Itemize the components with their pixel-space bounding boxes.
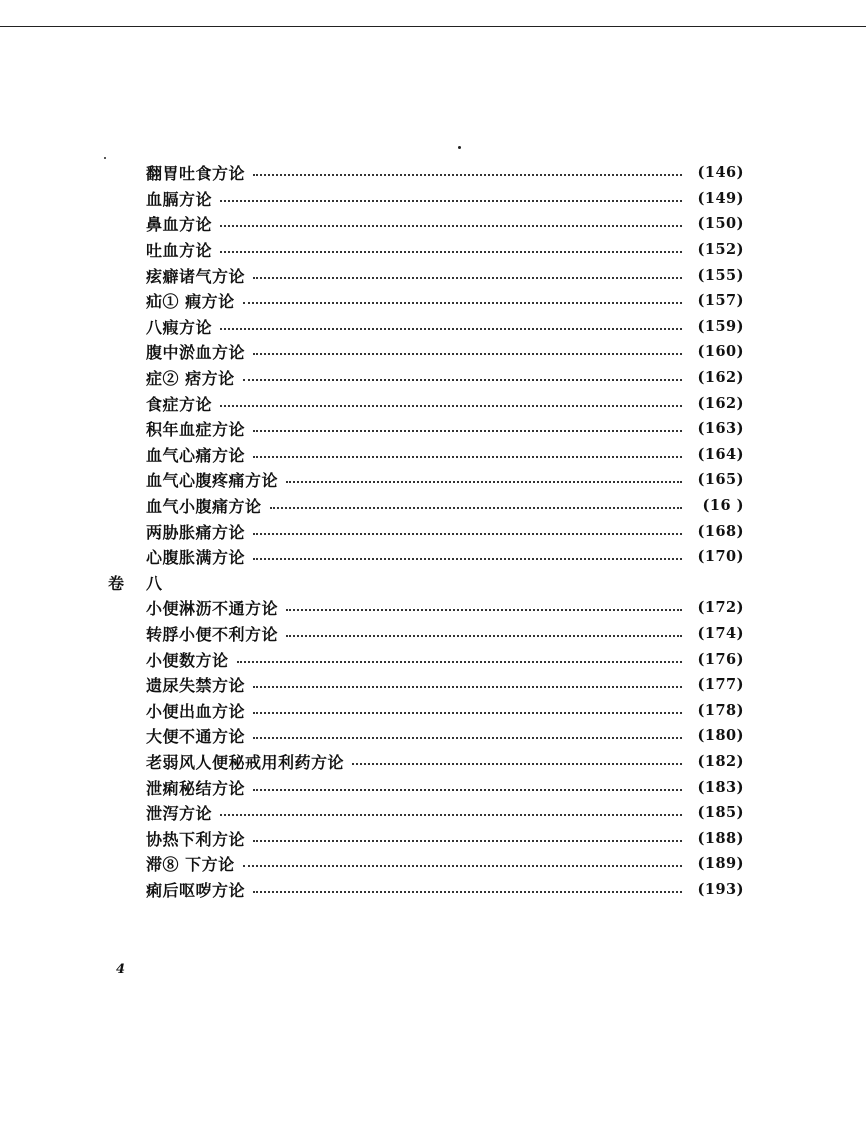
dot-leader [253,532,682,535]
toc-entry-page: (157) [697,292,744,310]
toc-entry-page: (178) [697,701,744,719]
section-number: 八 [146,573,163,593]
toc-entry-page: (165) [697,471,744,489]
dot-leader [253,173,682,176]
section-juan: 卷 [108,573,125,593]
dot-leader [253,455,682,458]
toc-entry [104,723,744,749]
dot-leader [220,404,682,407]
toc-entry-title: 痢后呕哕方论 [146,880,246,900]
toc-entry-page: (150) [697,215,744,233]
toc-entry-page: (193) [697,880,744,898]
toc-entry-title: 大便不通方论 [146,727,246,747]
toc-entry-page: (162) [697,394,744,412]
dot-leader [243,378,682,381]
toc-entry-title: 八瘕方论 [146,317,213,337]
toc-entry [104,518,744,544]
toc-entry-page: (152) [697,241,744,259]
toc-entry-title: 症② 痞方论 [146,369,235,389]
toc-entry-title: 翻胃吐食方论 [146,164,246,184]
toc-entry [104,442,744,468]
toc-entry [104,339,744,365]
toc-entry-page: (180) [697,727,744,745]
toc-entry [104,288,744,314]
toc-entry-title: 协热下利方论 [146,829,246,849]
toc-entry [104,237,744,263]
dot-leader [253,557,682,560]
dot-leader [253,736,682,739]
toc-entry-page: (174) [697,624,744,642]
toc-entry [104,493,744,519]
toc-entry-title: 小便淋沥不通方论 [146,599,279,619]
toc-entry-title: 吐血方论 [146,241,213,261]
toc-entry [104,160,744,186]
toc-entry-page: (16 ) [702,497,744,515]
dot-leader [253,352,682,355]
dot-leader [243,301,682,304]
dot-leader [237,660,682,663]
section-heading [104,570,744,596]
toc-entry-page: (188) [697,829,744,847]
toc-entry [104,365,744,391]
toc-entry-title: 小便数方论 [146,650,229,670]
print-speck [458,146,461,149]
table-of-contents [104,160,744,902]
toc-entry [104,186,744,212]
toc-entry [104,800,744,826]
toc-entry-page: (177) [697,676,744,694]
toc-entry-title: 遗尿失禁方论 [146,676,246,696]
dot-leader [220,224,682,227]
toc-entry-title: 老弱风人便秘戒用利药方论 [146,752,345,772]
dot-leader [286,634,682,637]
dot-leader [253,276,682,279]
toc-entry [104,416,744,442]
toc-entry [104,544,744,570]
toc-entry [104,467,744,493]
toc-entry-title: 两胁胀痛方论 [146,522,246,542]
toc-entry-page: (182) [697,752,744,770]
toc-entry-page: (149) [697,189,744,207]
toc-entry [104,851,744,877]
toc-entry-title: 痃癖诸气方论 [146,266,246,286]
dot-leader [220,327,682,330]
dot-leader [220,250,682,253]
toc-entry-page: (176) [697,650,744,668]
toc-entry [104,390,744,416]
toc-entry [104,697,744,723]
toc-entry-title: 血气心腹疼痛方论 [146,471,279,491]
toc-entry-title: 血气心痛方论 [146,445,246,465]
dot-leader [253,711,682,714]
toc-entry-title: 积年血症方论 [146,420,246,440]
toc-entry [104,646,744,672]
print-speck [104,157,106,159]
toc-entry-page: (185) [697,804,744,822]
dot-leader [243,864,682,867]
toc-entry [104,774,744,800]
toc-entry-title: 食症方论 [146,394,213,414]
top-rule [0,26,866,27]
dot-leader [220,199,682,202]
toc-entry [104,749,744,775]
toc-entry-page: (168) [697,522,744,540]
toc-entry-page: (170) [697,548,744,566]
toc-entry-page: (146) [697,164,744,182]
toc-entry-page: (172) [697,599,744,617]
toc-entry [104,877,744,903]
toc-entry-page: (163) [697,420,744,438]
dot-leader [270,506,682,509]
dot-leader [253,788,682,791]
toc-entry-title: 小便出血方论 [146,701,246,721]
dot-leader [253,890,682,893]
toc-entry-page: (183) [697,778,744,796]
toc-entry-page: (189) [697,855,744,873]
dot-leader [286,608,682,611]
toc-entry [104,595,744,621]
toc-entry-page: (160) [697,343,744,361]
toc-entry-title: 疝① 瘕方论 [146,292,235,312]
toc-entry-page: (155) [697,266,744,284]
dot-leader [286,480,682,483]
dot-leader [253,839,682,842]
toc-entry-title: 血气小腹痛方论 [146,497,262,517]
toc-entry-title: 泄痢秘结方论 [146,778,246,798]
dot-leader [220,813,682,816]
dot-leader [352,762,682,765]
page-number: 4 [116,962,126,977]
toc-entry-page: (159) [697,317,744,335]
toc-entry-title: 泄泻方论 [146,804,213,824]
toc-entry-title: 鼻血方论 [146,215,213,235]
toc-entry-page: (164) [697,445,744,463]
toc-entry [104,825,744,851]
toc-entry [104,621,744,647]
toc-entry-title: 转脬小便不利方论 [146,624,279,644]
dot-leader [253,685,682,688]
toc-entry [104,262,744,288]
toc-entry-page: (162) [697,369,744,387]
dot-leader [253,429,682,432]
toc-entry-title: 滞⑧ 下方论 [146,855,235,875]
toc-entry [104,314,744,340]
toc-entry-title: 腹中淤血方论 [146,343,246,363]
toc-entry [104,672,744,698]
toc-entry-title: 血膈方论 [146,189,213,209]
toc-entry-title: 心腹胀满方论 [146,548,246,568]
toc-entry [104,211,744,237]
